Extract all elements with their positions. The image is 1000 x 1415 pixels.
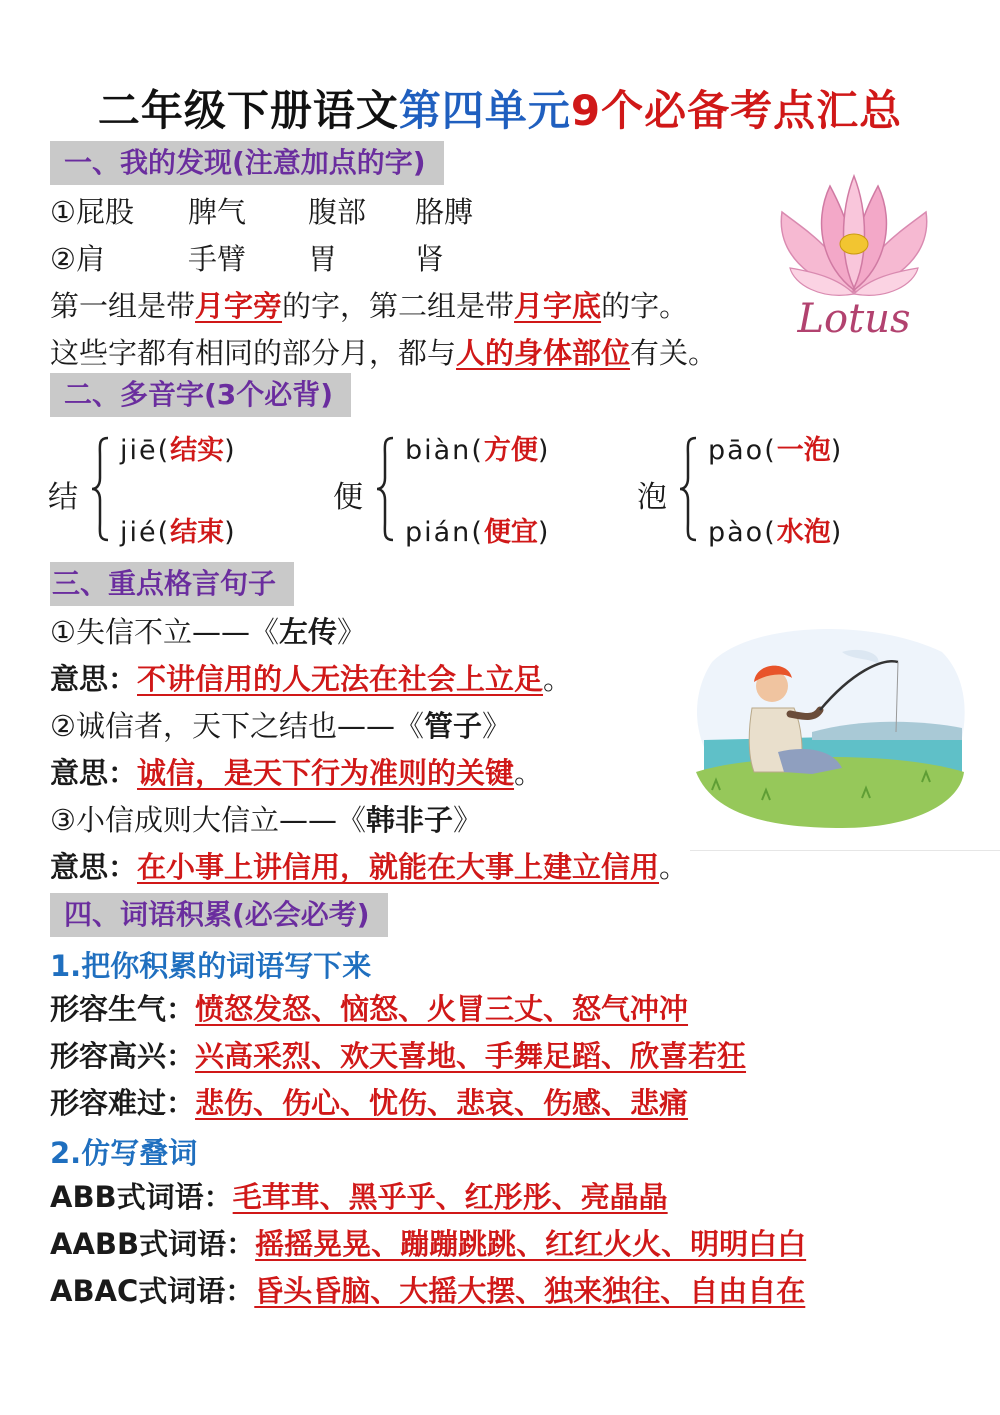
example-word: 方便 [483, 435, 538, 466]
quote-source: 左传 [279, 615, 338, 649]
row-label: ABB式词语： [50, 1180, 233, 1214]
pinyin-bottom: pián(便宜) [405, 517, 551, 548]
example-word: 一泡 [776, 435, 831, 466]
example-word: 结实 [170, 435, 225, 466]
section2-heading: 二、多音字(3个必背) [50, 373, 351, 417]
row-label: ABAC式词语： [50, 1274, 255, 1308]
meaning-label: 意思： [50, 662, 138, 696]
vocab-row [50, 1036, 746, 1076]
text: 的字，第二组是带 [282, 289, 515, 323]
reduplication-row [50, 1177, 668, 1217]
text: 的字。 [601, 289, 689, 323]
pinyin-top: biàn(方便) [405, 435, 551, 466]
motto-meaning [50, 659, 572, 699]
reduplication-row [50, 1224, 806, 1264]
subheading-vocab: 1.把你积累的词语写下来 [50, 949, 372, 983]
meaning-label: 意思： [50, 850, 138, 884]
period: 。 [514, 756, 544, 790]
row-label: 形容高兴： [50, 1039, 196, 1073]
word: 胳膊 [415, 195, 474, 229]
pinyin-top: jiē(结实) [120, 435, 237, 466]
word: 手臂 [188, 242, 247, 276]
lotus-flower-icon [781, 176, 926, 295]
period: 。 [659, 850, 689, 884]
word: 脾气 [188, 195, 247, 229]
word: ①屁股 [50, 195, 134, 229]
brace-icon [90, 436, 110, 542]
answer-text: 昏头昏脑、大摇大摆、独来独往、自由自在 [254, 1274, 806, 1308]
pinyin-bottom: pào(水泡) [708, 517, 844, 548]
pinyin-text: pián [405, 517, 472, 548]
pinyin-top: pāo(一泡) [708, 435, 844, 466]
word: 腹部 [308, 195, 367, 229]
pinyin-text: biàn [405, 435, 472, 466]
answer-text: 悲伤、伤心、忧伤、悲哀、伤感、悲痛 [195, 1086, 689, 1120]
quote-source: 管子 [424, 709, 483, 743]
title-part-points: 9个必备考点汇总 [570, 86, 903, 135]
title-part-grade: 二年级下册语文 [97, 86, 399, 135]
answer-text: 愤怒发怒、恼怒、火冒三丈、怒气冲冲 [195, 992, 689, 1026]
section4-heading: 四、词语积累(必会必考) [50, 893, 388, 937]
quote-text: ②诚信者，天下之结也——《 [50, 709, 424, 743]
quote-text: ①失信不立——《 [50, 615, 279, 649]
row-label: 形容生气： [50, 992, 196, 1026]
word: 肾 [415, 242, 445, 276]
divider [690, 850, 1000, 851]
text: 这些字都有相同的部分月，都与 [50, 336, 457, 370]
pinyin-text: jié [120, 517, 158, 548]
quote-end: 》 [453, 803, 483, 837]
reduplication-row [50, 1271, 805, 1311]
lotus-illustration [768, 172, 940, 358]
section1-row1 [50, 192, 473, 232]
subheading-reduplication: 2.仿写叠词 [50, 1136, 198, 1170]
brace-icon [375, 436, 395, 542]
motto-quote [50, 800, 482, 840]
meaning-label: 意思： [50, 756, 138, 790]
polyphone-char: 泡 [637, 480, 667, 515]
pinyin-text: jiē [120, 435, 158, 466]
example-word: 结束 [170, 517, 225, 548]
brace-icon [678, 436, 698, 542]
motto-meaning [50, 847, 688, 887]
motto-quote [50, 612, 366, 652]
answer-text: 诚信，是天下行为准则的关键 [137, 756, 515, 790]
quote-text: ③小信成则大信立——《 [50, 803, 366, 837]
quote-end: 》 [482, 709, 512, 743]
page-title [0, 78, 1000, 138]
example-word: 水泡 [776, 517, 831, 548]
polyphone-char: 结 [48, 480, 78, 515]
section1-row2 [50, 239, 444, 279]
vocab-row [50, 1083, 688, 1123]
motto-quote [50, 706, 511, 746]
word: 胃 [308, 242, 338, 276]
period: 。 [543, 662, 573, 696]
section1-sentence2 [50, 333, 717, 373]
lotus-logo-text: Lotus [797, 296, 911, 342]
answer-text: 在小事上讲信用，就能在大事上建立信用 [137, 850, 660, 884]
fishing-boy-icon [696, 629, 965, 828]
polyphone-char: 便 [333, 480, 363, 515]
quote-source: 韩非子 [366, 803, 454, 837]
section1-heading: 一、我的发现(注意加点的字) [50, 141, 444, 185]
text: 第一组是带 [50, 289, 196, 323]
section3-heading: 三、重点格言句子 [50, 562, 294, 606]
pinyin-bottom: jié(结束) [120, 517, 237, 548]
pinyin-text: pào [708, 517, 765, 548]
quote-end: 》 [337, 615, 367, 649]
pinyin-text: pāo [708, 435, 765, 466]
word: ②肩 [50, 242, 105, 276]
answer-text: 月字底 [514, 289, 602, 323]
fishing-boy-illustration [692, 622, 968, 832]
answer-text: 不讲信用的人无法在社会上立足 [137, 662, 544, 696]
answer-text: 人的身体部位 [456, 336, 631, 370]
answer-text: 毛茸茸、黑乎乎、红彤彤、亮晶晶 [232, 1180, 668, 1214]
motto-meaning [50, 753, 543, 793]
vocab-row [50, 989, 688, 1029]
answer-text: 月字旁 [195, 289, 283, 323]
answer-text: 摇摇晃晃、蹦蹦跳跳、红红火火、明明白白 [255, 1227, 807, 1261]
example-word: 便宜 [483, 517, 538, 548]
row-label: 形容难过： [50, 1086, 196, 1120]
title-part-unit: 第四单元 [398, 86, 571, 135]
answer-text: 兴高采烈、欢天喜地、手舞足蹈、欣喜若狂 [195, 1039, 747, 1073]
text: 有关。 [630, 336, 718, 370]
row-label: AABB式词语： [50, 1227, 256, 1261]
section1-sentence1 [50, 286, 688, 326]
